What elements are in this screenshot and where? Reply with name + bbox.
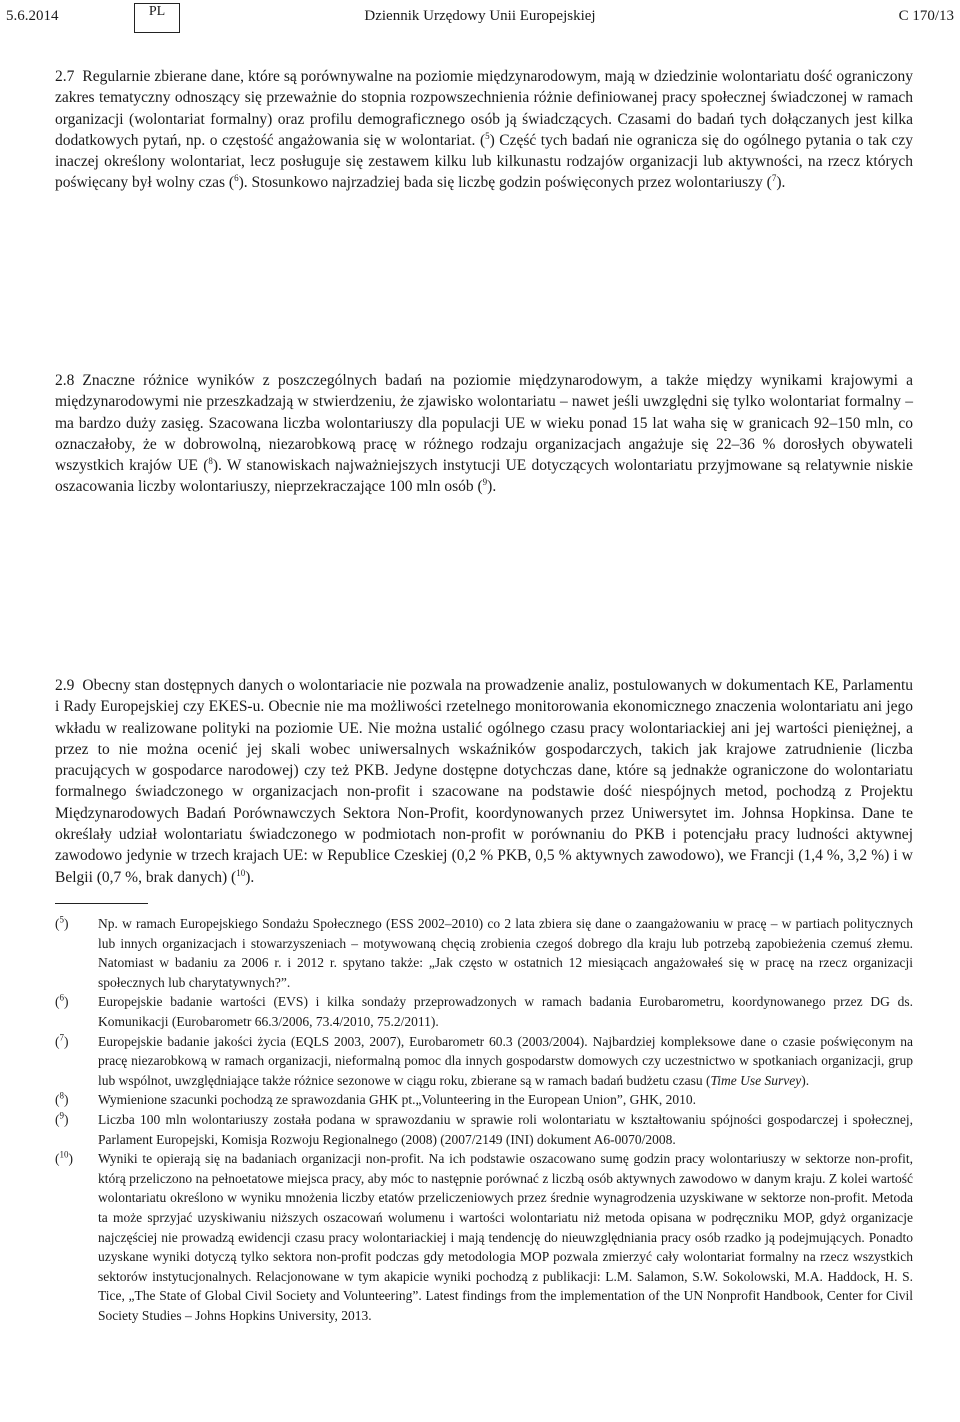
footnote-ref: 7 [771, 173, 777, 184]
paragraph-text [55, 372, 913, 495]
text-run: Znaczne różnice wyników z poszczególnych badań na poziomie międzynarodowym, a także między wynikami krajowymi a międzynarodowymi nie przeszkadzają w stwierdzeniu, że zjawisko wolontariatu – nawet jeśli uwzględni się tylko wolontariat formalny – ma bardzo duży zasięg. Szacowana liczba wolontariuszy dla populacji UE w wieku ponad 15 lat waha się w granicach 92–150 mln, co oznaczałoby, że w dobrowolną, niezarobkową pracę w różnego rodzaju organizacjach angażuje się 22–36 % dorosłych obywateli wszystkich krajów UE ( [55, 372, 913, 475]
text-run: ). [801, 1072, 810, 1088]
footnote-mark: ($^5$) [55, 914, 69, 931]
text-run: Europejskie badanie jakości życia (EQLS 2003, 2007), Eurobarometr 60.3 (2003/2004). Najbardziej kompleksowe dane o czasie poświęconym na pracę niezarobkową w ramach organizacji, nieformalną pomoc dla innych gospodarstw domowych czy uczestnictwo w spotkaniach organizacji, grup lub wspólnot, uwzględniające także różnice sezonowe w ciągu roku, zbierane są w ramach badań budżetu czasu ( [98, 1033, 913, 1088]
footnote-text [98, 1032, 913, 1091]
text-run: ). [487, 478, 497, 496]
language-badge: PL [134, 3, 180, 33]
paragraph-number: 2.7 [55, 68, 75, 85]
footnote-text [98, 1090, 913, 1110]
footnote-8 [55, 1090, 913, 1110]
footnote-mark: ($^6$) [55, 992, 69, 1010]
footnote-text [98, 914, 913, 992]
footnote-ref: 6 [234, 173, 239, 184]
paragraph-number: 2.8 [55, 372, 75, 389]
text-run: ). [245, 868, 255, 886]
paragraph-2-7 [55, 66, 913, 194]
text-run: ). [776, 174, 786, 192]
journal-header [0, 0, 960, 40]
text-run: Wyniki te opierają się na badaniach organizacji non-profit. Na ich podstawie oszacowano sumę godzin pracy wolontariuszy w sektorze non-profit, którą przeliczono na pełnoetatowe miejsca pracy, aby móc to następnie porównać z liczbą osób aktywnych zawodowo w danym kraju. Z kolei wartość wolontariatu określono w wyniku mnożenia liczby etatów przeliczeniowych przez średnie wynagrodzenia uzyskiwane w sektorze non-profit. Metoda ta może sprzyjać uzyskiwaniu niższych oszacowań wolumenu i wartości wolontariatu niż metoda opisana w podręczniku MOP, gdyż organizacje najczęściej nie prowadzą ewidencji czasu pracy wolontariackiej i mają tendencję do nieuwzględniania pracy osób rzadko ją podejmujących. Ponadto uzyskane wyniki dotyczą tylko sektora non-profit podczas gdy metodologia MOP pozwala zmierzyć cały wolontariat formalny na rzecz wszystkich sektorów instytucjonalnych. Relacjonowane w tym akapicie wyniki pochodzą z publikacji: L.M. Salamon, S.W. Sokolowski, M.A. Haddock, H. S. Tice, „The State of Global Civil Society and Volunteering”. Latest findings from the implementation of the UN Nonprofit Handbook, Center for Civil Society Studies – Johns Hopkins University, 2013. [98, 1151, 913, 1323]
text-run: Europejskie badanie wartości (EVS) i kilka sondaży przeprowadzonych w ramach badania Eurobarometru, koordynowanego przez DG ds. Komunikacji (Eurobarometr 66.3/2006, 73.4/2010, 75.2/2011). [98, 994, 913, 1029]
footnote-separator [55, 903, 148, 904]
footnote-7 [55, 1032, 913, 1091]
paragraph-text [55, 677, 913, 886]
text-run: ). Stosunkowo najrzadziej bada się liczbę godzin poświęconych przez wolontariuszy ( [238, 174, 772, 192]
text-run: Np. w ramach Europejskiego Sondażu Społecznego (ESS 2002–2010) co 2 lata zbiera się dane o zaangażowaniu w pracę – w partiach politycznych lub innych organizacjach i stowarzyszeniach – motywowaną chęcią zrobienia czegoś dobrego dla kraju lub potrzebą zapobieżenia czemuś złemu. Natomiast w badaniu za 2006 r. i 2012 r. spytano także: „Jak często w ostatnich 12 miesiącach angażowałeś się w pracę na rzecz organizacji społecznych lub charytatywnych?”. [98, 916, 913, 990]
footnote-ref: 9 [482, 477, 488, 488]
journal-title: Dziennik Urzędowy Unii Europejskiej [364, 8, 596, 24]
footnote-mark: ($^7$) [55, 1032, 69, 1049]
footnote-ref: 8 [208, 456, 213, 467]
text-run: Wymienione szacunki pochodzą ze sprawozdania GHK pt.„Volunteering in the European Union”, GHK, 2010. [98, 1092, 697, 1108]
text-run: Obecny stan dostępnych danych o wolontariacie nie pozwala na prowadzenie analiz, postulowanych w dokumentach KE, Parlamentu i Rady Europejskiej czy EKES-u. Obecnie nie ma możliwości rzetelnego monitorowania ekonomicznego znaczenia wolontariatu ani jego wkładu w realizowane polityki na poziomie UE. Nie można ustalić ogólnego czasu pracy wolontariackiej ani jej wartości pieniężnej, a przez to nie można ocenić jej skali wobec uniwersalnych wskaźników gospodarczych, takich jak krajowe zatrudnienie (liczba pracujących w gospodarce narodowej) czy też PKB. Jedyne dostępne dotychczas dane, które są jednakże ograniczone do wolontariatu formalnego świadczonego w organizacjach non-profit i szacowane na podstawie dość niespójnych metod, pochodzą z Projektu Międzynarodowych Badań Porównawczych Sektora Non-Profit, koordynowanych przez Uniwersytet im. Johnsa Hopkinsa. Dane te określały udział wolontariatu świadczonego w podmiotach non-profit w porównaniu do PKB i potencjału pracy ludności aktywnej zawodowo jedynie w trzech krajach UE: w Republice Czeskiej (0,2 % PKB, 0,5 % aktywnych zawodowo), we Francji (1,4 %, 3,2 %) i w Belgii (0,7 %, brak danych) ( [55, 677, 913, 886]
footnote-mark: ($^{10}$) [55, 1149, 73, 1167]
text-run: Liczba 100 mln wolontariuszy została podana w sprawozdaniu w sprawie roli wolontariatu w kształtowaniu spójności gospodarczej i społecznej, Parlament Europejski, Komisja Rozwoju Regionalnego (2008) (2007/2149 (INI) dokument A6-0070/2008. [98, 1111, 913, 1147]
footnote-text [98, 992, 913, 1031]
footnote-6 [55, 992, 913, 1031]
footnote-ref: 5 [485, 130, 490, 141]
footnote-mark: ($^8$) [55, 1090, 69, 1108]
footnote-mark: ($^9$) [55, 1110, 69, 1127]
paragraph-2-8 [55, 370, 913, 498]
italic-text: Time Use Survey [710, 1072, 802, 1088]
text-run: ) Część tych badań nie ogranicza się do ogólnego pytania o tak czy inaczej określony wolontariat, lecz posługuje się zestawem kilku lub kilkunastu rodzajów organizacji lub aktywności, na rzecz których poświęcany był wolny czas ( [55, 131, 913, 192]
paragraph-text [55, 68, 913, 191]
paragraph-2-9 [55, 675, 913, 888]
journal-reference: C 170/13 [898, 8, 954, 24]
text-run: ). W stanowiskach najważniejszych instytucji UE dotyczących wolontariatu przyjmowane są relatywnie niskie oszacowania liczby wolontariuszy, nieprzekraczające 100 mln osób ( [55, 457, 913, 496]
footnote-5 [55, 914, 913, 992]
text-run: Regularnie zbierane dane, które są porównywalne na poziomie międzynarodowym, mają w dziedzinie wolontariatu dość ograniczony zakres tematyczny odnoszący się przeważnie do stopnia rozpowszechnienia różnie definiowanej pracy społecznej świadczonej w ramach organizacji (wolontariat formalny) oraz profilu demograficznego osób ją świadczących. Czasami do badań tych dołączanych jest kilka dodatkowych pytań, np. o częstość angażowania się w wolontariat. ( [55, 68, 913, 149]
footnote-text [98, 1149, 913, 1325]
footnotes [55, 914, 913, 1325]
footnote-text [98, 1110, 913, 1149]
publication-date: 5.6.2014 [6, 8, 59, 24]
footnote-9 [55, 1110, 913, 1149]
footnote-10 [55, 1149, 913, 1325]
footnote-ref: 10 [236, 867, 246, 878]
paragraph-number: 2.9 [55, 677, 75, 694]
